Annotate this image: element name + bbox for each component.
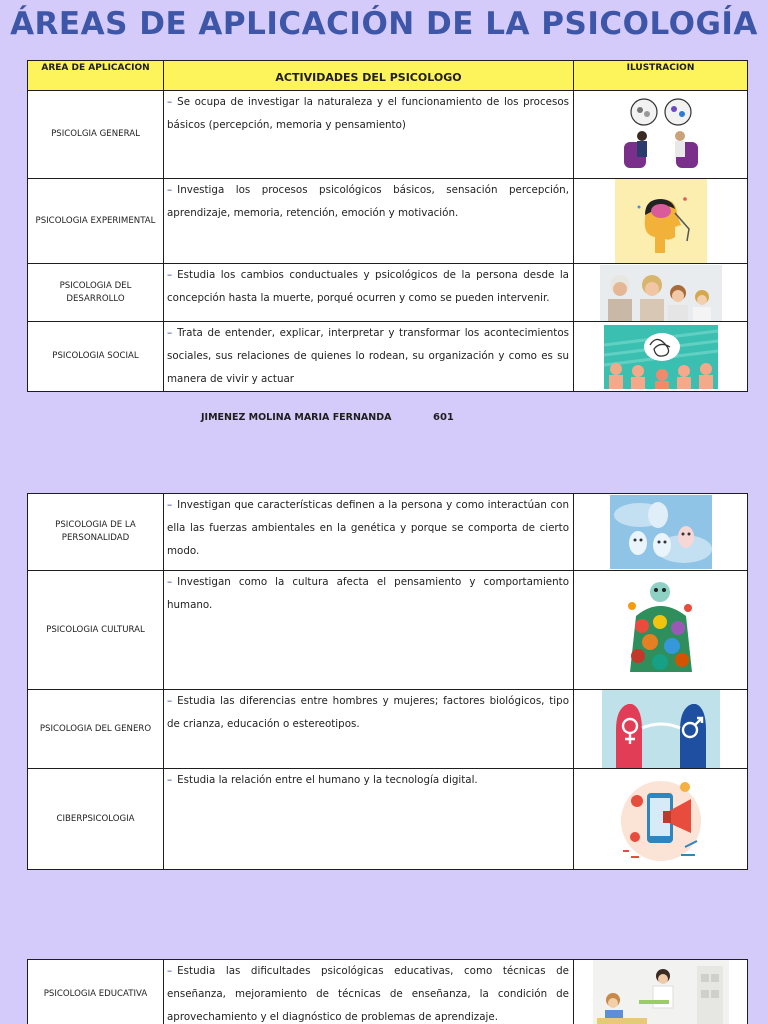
activity-text: Investigan que características definen a la persona y como interactúan con ella las fuerzas ambientales en la genética y porque se comporta de cierto modo. [167,499,569,557]
dash-marker: – [167,576,173,588]
areas-table-3 [27,959,748,1024]
activity-text: Estudia las dificultades psicológicas educativas, como técnicas de enseñanza, mejoramiento de técnicas de enseñanza, la condición de aprovechamiento y el diagnóstico de problemas de aprendizaje. [167,965,569,1023]
crowd-tangled-thought-image [604,325,718,389]
illustration-cell [574,494,748,571]
gender-hands-image [602,690,720,768]
table-row [28,769,748,870]
header-area: AREA DE APLICACION [28,61,164,91]
two-people-thinking-image [616,92,706,178]
group-number: 601 [433,412,454,423]
illustration-cell [574,690,748,769]
dash-marker: – [167,965,173,977]
area-cell: PSICOLOGIA EDUCATIVA [28,960,164,1024]
cultural-crowd-image [616,576,706,684]
page-title: ÁREAS DE APLICACIÓN DE LA PSICOLOGÍA [10,6,758,42]
activity-text: Investiga los procesos psicológicos básicos, sensación percepción, aprendizaje, memoria, retención, emoción y motivación. [167,184,569,219]
teacher-student-image [593,960,729,1024]
dash-marker: – [167,184,173,196]
digital-megaphone-image [615,771,707,867]
activity-text: Se ocupa de investigar la naturaleza y el funcionamiento de los procesos básicos (percepción, memoria y pensamiento) [167,96,569,131]
table-row [28,91,748,179]
head-brain-image [615,179,707,263]
area-cell: PSICOLGIA GENERAL [28,91,164,179]
table-row [28,322,748,392]
area-cell: PSICOLOGIA SOCIAL [28,322,164,392]
activity-text: Estudia los cambios conductuales y psicológicos de la persona desde la concepción hasta la muerte, porqué ocurren y como se pueden intervenir. [167,269,569,304]
table-row [28,571,748,690]
activity-cell [164,264,574,322]
table-row [28,690,748,769]
area-cell: PSICOLOGIA CULTURAL [28,571,164,690]
illustration-cell [574,91,748,179]
table-row [28,494,748,571]
table-row [28,179,748,264]
area-cell: PSICOLOGIA DEL DESARROLLO [28,264,164,322]
dash-marker: – [167,499,173,511]
activity-text: Investigan como la cultura afecta el pensamiento y comportamiento humano. [167,576,569,611]
dash-marker: – [167,327,173,339]
area-cell: PSICOLOGIA EXPERIMENTAL [28,179,164,264]
activity-cell [164,494,574,571]
student-name: JIMENEZ MOLINA MARIA FERNANDA [201,412,392,423]
activity-text: Estudia la relación entre el humano y la tecnología digital. [177,774,478,786]
activity-text: Estudia las diferencias entre hombres y mujeres; factores biológicos, tipo de crianza, educación o estereotipos. [167,695,569,730]
activity-cell [164,960,574,1024]
area-cell: PSICOLOGIA DE LA PERSONALIDAD [28,494,164,571]
illustration-cell [574,179,748,264]
illustration-cell [574,769,748,870]
illustration-cell [574,960,748,1024]
activity-cell [164,690,574,769]
illustration-cell [574,571,748,690]
header-illustration: ILUSTRACION [574,61,748,91]
dash-marker: – [167,96,173,108]
activity-cell [164,571,574,690]
areas-table-1 [27,60,748,392]
table-row [28,960,748,1024]
areas-table-2 [27,493,748,870]
header-activities: ACTIVIDADES DEL PSICOLOGO [164,61,574,91]
illustration-cell [574,322,748,392]
activity-cell [164,179,574,264]
table-header-row [28,61,748,91]
activity-cell [164,769,574,870]
dash-marker: – [167,269,173,281]
activity-cell [164,322,574,392]
table-row [28,264,748,322]
activity-text: Trata de entender, explicar, interpretar y transformar los acontecimientos sociales, sus relaciones de quienes lo rodean, su organización y como es su manera de vivir y actuar [167,327,569,385]
family-generations-image [600,265,722,321]
illustration-cell [574,264,748,322]
activity-cell [164,91,574,179]
masks-faces-image [610,495,712,569]
dash-marker: – [167,695,173,707]
dash-marker: – [167,774,173,786]
area-cell: PSICOLOGIA DEL GENERO [28,690,164,769]
area-cell: CIBERPSICOLOGIA [28,769,164,870]
